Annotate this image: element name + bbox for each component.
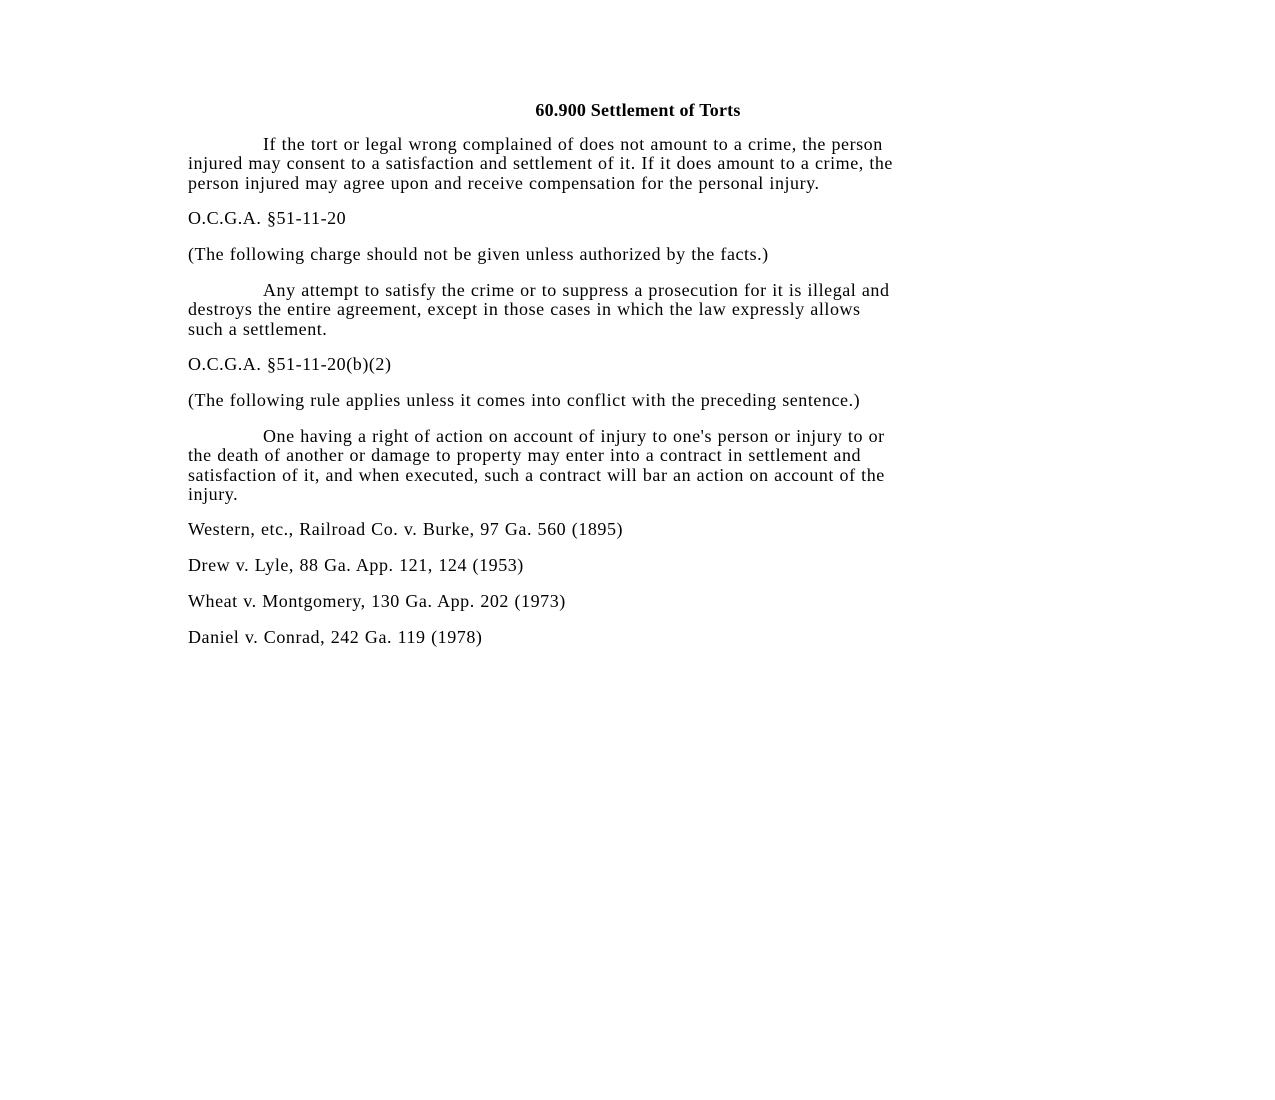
instruction-note: (The following charge should not be given unless authorized by the facts.)	[188, 244, 769, 264]
paragraph-line: If the tort or legal wrong complained of does not amount to a crime, the person	[263, 134, 883, 154]
paragraph-line: person injured may agree upon and receive compensation for the personal injury.	[188, 172, 820, 193]
case-citation: Daniel v. Conrad, 242 Ga. 119 (1978)	[188, 627, 483, 647]
paragraph-illegal-settlement	[188, 281, 890, 339]
statute-citation: O.C.G.A. §51-11-20(b)(2)	[188, 354, 392, 374]
case-citation: Western, etc., Railroad Co. v. Burke, 97 Ga. 560 (1895)	[188, 519, 624, 539]
paragraph-line: such a settlement.	[188, 318, 328, 339]
instruction-note: (The following rule applies unless it comes into conflict with the preceding sentence.)	[188, 390, 861, 410]
paragraph-settlement	[188, 135, 893, 193]
paragraph-line: injured may consent to a satisfaction and settlement of it. If it does amount to a crime, the	[188, 153, 893, 174]
paragraph-line: injury.	[188, 483, 239, 504]
statute-citation: O.C.G.A. §51-11-20	[188, 208, 347, 228]
paragraph-line: the death of another or damage to property may enter into a contract in settlement and	[188, 445, 862, 466]
document-title: 60.900 Settlement of Torts	[535, 100, 741, 120]
paragraph-right-of-action	[188, 427, 885, 504]
paragraph-line: One having a right of action on account of injury to one's person or injury to or	[263, 426, 885, 446]
paragraph-line: satisfaction of it, and when executed, such a contract will bar an action on account of the	[188, 464, 885, 485]
case-citation: Drew v. Lyle, 88 Ga. App. 121, 124 (1953)	[188, 555, 524, 575]
case-citation: Wheat v. Montgomery, 130 Ga. App. 202 (1973)	[188, 591, 566, 611]
paragraph-line: destroys the entire agreement, except in those cases in which the law expressly allows	[188, 299, 861, 320]
paragraph-line: Any attempt to satisfy the crime or to suppress a prosecution for it is illegal and	[263, 280, 890, 300]
